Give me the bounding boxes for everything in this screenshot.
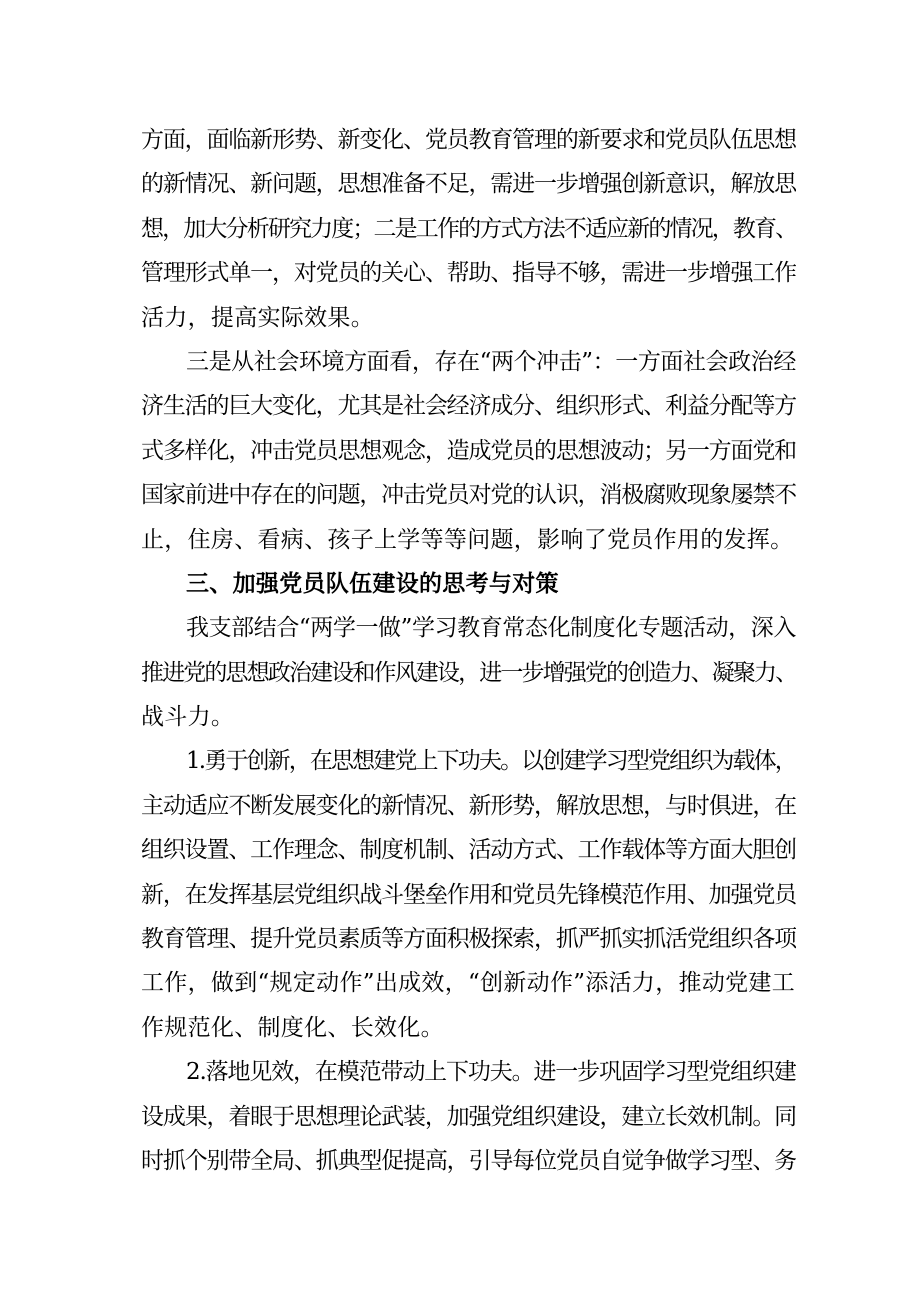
section-heading: 三、加强党员队伍建设的思考与对策 — [186, 569, 559, 597]
text-line: 济生活的巨大变化，尤其是社会经济成分、组织形式、利益分配等方 — [141, 393, 796, 420]
text-line: 想，加大分析研究力度；二是工作的方式方法不适应新的情况，教育、 — [141, 215, 796, 242]
text-line: 活力，提高实际效果。 — [141, 304, 374, 331]
text-line: 时抓个别带全局、抓典型促提高，引导每位党员自觉争做学习型、务 — [141, 1147, 796, 1174]
text-line: 三是从社会环境方面看，存在“两个冲击”：一方面社会政治经 — [186, 348, 796, 375]
text-line: 1.勇于创新，在思想建党上下功夫。以创建学习型党组织为载体， — [186, 748, 796, 775]
text-line: 作规范化、制度化、长效化。 — [141, 1014, 444, 1041]
text-line: 的新情况、新问题，思想准备不足，需进一步增强创新意识，解放思 — [141, 171, 796, 198]
text-line: 2.落地见效，在模范带动上下功夫。进一步巩固学习型党组织建 — [186, 1059, 796, 1086]
text-line: 主动适应不断发展变化的新情况、新形势，解放思想，与时俱进，在 — [141, 792, 796, 819]
text-line: 组织设置、工作理念、制度机制、活动方式、工作载体等方面大胆创 — [141, 837, 796, 864]
text-line: 工作，做到“规定动作”出成效，“创新动作”添活力，推动党建工 — [141, 970, 796, 997]
text-line: 国家前进中存在的问题，冲击党员对党的认识，消极腐败现象屡禁不 — [141, 482, 796, 509]
body-text — [141, 118, 796, 1183]
text-line: 教育管理、提升党员素质等方面积极探索，抓严抓实抓活党组织各项 — [141, 926, 796, 953]
text-line: 我支部结合“两学一做”学习教育常态化制度化专题活动，深入 — [186, 615, 796, 642]
text-line: 方面，面临新形势、新变化、党员教育管理的新要求和党员队伍思想 — [141, 127, 796, 153]
text-line: 设成果，着眼于思想理论武装，加强党组织建设，建立长效机制。同 — [141, 1103, 796, 1130]
text-line: 战斗力。 — [141, 704, 235, 731]
text-line: 新，在发挥基层党组织战斗堡垒作用和党员先锋模范作用、加强党员 — [141, 881, 796, 908]
text-line: 止，住房、看病、孩子上学等等问题，影响了党员作用的发挥。 — [141, 526, 794, 553]
text-line: 推进党的思想政治建设和作风建设，进一步增强党的创造力、凝聚力、 — [141, 659, 796, 686]
text-line: 管理形式单一，对党员的关心、帮助、指导不够，需进一步增强工作 — [141, 260, 796, 287]
text-line: 式多样化，冲击党员思想观念，造成党员的思想波动；另一方面党和 — [141, 437, 796, 464]
